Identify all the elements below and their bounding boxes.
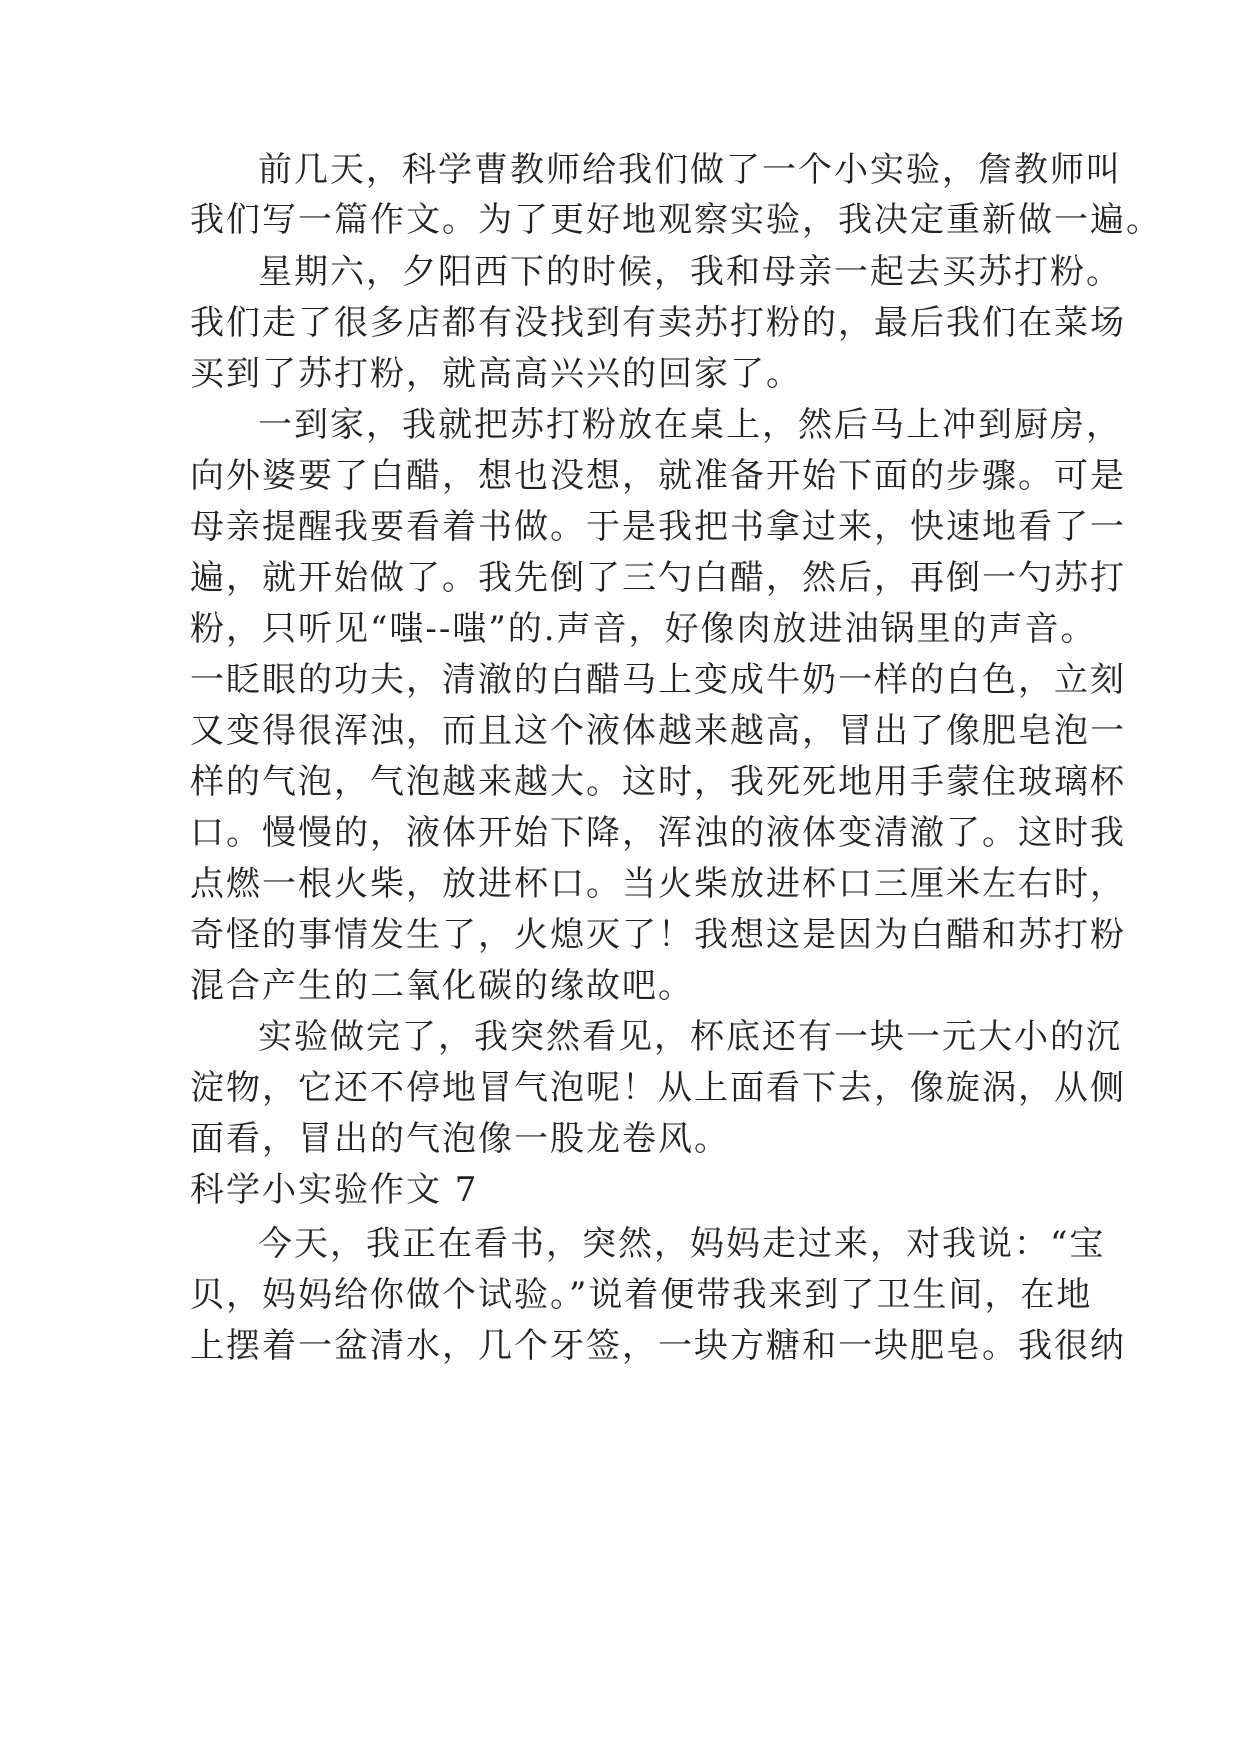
text-line: 又变得很浑浊，而且这个液体越来越高，冒出了像肥皂泡一	[190, 711, 1126, 751]
text-line: 一到家，我就把苏打粉放在桌上，然后马上冲到厨房，	[258, 405, 1122, 445]
text-line: 上摆着一盆清水，几个牙签，一块方糖和一块肥皂。我很纳	[190, 1326, 1126, 1366]
text-line: 点燃一根火柴，放进杯口。当火柴放进杯口三厘米左右时，	[190, 864, 1126, 904]
text-line: 实验做完了，我突然看见，杯底还有一块一元大小的沉	[258, 1017, 1122, 1057]
text-line: 口。慢慢的，液体开始下降，浑浊的液体变清澈了。这时我	[190, 813, 1126, 853]
text-line: 我们走了很多店都有没找到有卖苏打粉的，最后我们在菜场	[190, 303, 1126, 343]
text-line: 我们写一篇作文。为了更好地观察实验，我决定重新做一遍。	[190, 200, 1162, 240]
text-line: 向外婆要了白醋，想也没想，就准备开始下面的步骤。可是	[190, 456, 1126, 496]
text-line: 星期六，夕阳西下的时候，我和母亲一起去买苏打粉。	[258, 252, 1122, 292]
text-line: 奇怪的事情发生了，火熄灭了！我想这是因为白醋和苏打粉	[190, 915, 1126, 955]
text-line: 前几天，科学曹教师给我们做了一个小实验，詹教师叫	[258, 150, 1122, 190]
text-line: 今天，我正在看书，突然，妈妈走过来，对我说：“宝	[258, 1224, 1106, 1264]
text-line: 粉，只听见“嗤--嗤”的.声音，好像肉放进油锅里的声音。	[190, 609, 1097, 649]
text-line: 混合产生的二氧化碳的缘故吧。	[190, 966, 694, 1006]
text-line: 淀物，它还不停地冒气泡呢！从上面看下去，像旋涡，从侧	[190, 1068, 1126, 1108]
text-line: 母亲提醒我要看着书做。于是我把书拿过来，快速地看了一	[190, 507, 1126, 547]
text-line: 样的气泡，气泡越来越大。这时，我死死地用手蒙住玻璃杯	[190, 762, 1126, 802]
text-line: 遍，就开始做了。我先倒了三勺白醋，然后，再倒一勺苏打	[190, 558, 1126, 598]
section-heading: 科学小实验作文 7	[190, 1170, 479, 1210]
text-line: 面看，冒出的气泡像一股龙卷风。	[190, 1119, 730, 1159]
text-line: 贝，妈妈给你做个试验。”说着便带我来到了卫生间，在地	[190, 1275, 1093, 1315]
text-line: 一眨眼的功夫，清澈的白醋马上变成牛奶一样的白色，立刻	[190, 660, 1126, 700]
text-line: 买到了苏打粉，就高高兴兴的回家了。	[190, 354, 802, 394]
